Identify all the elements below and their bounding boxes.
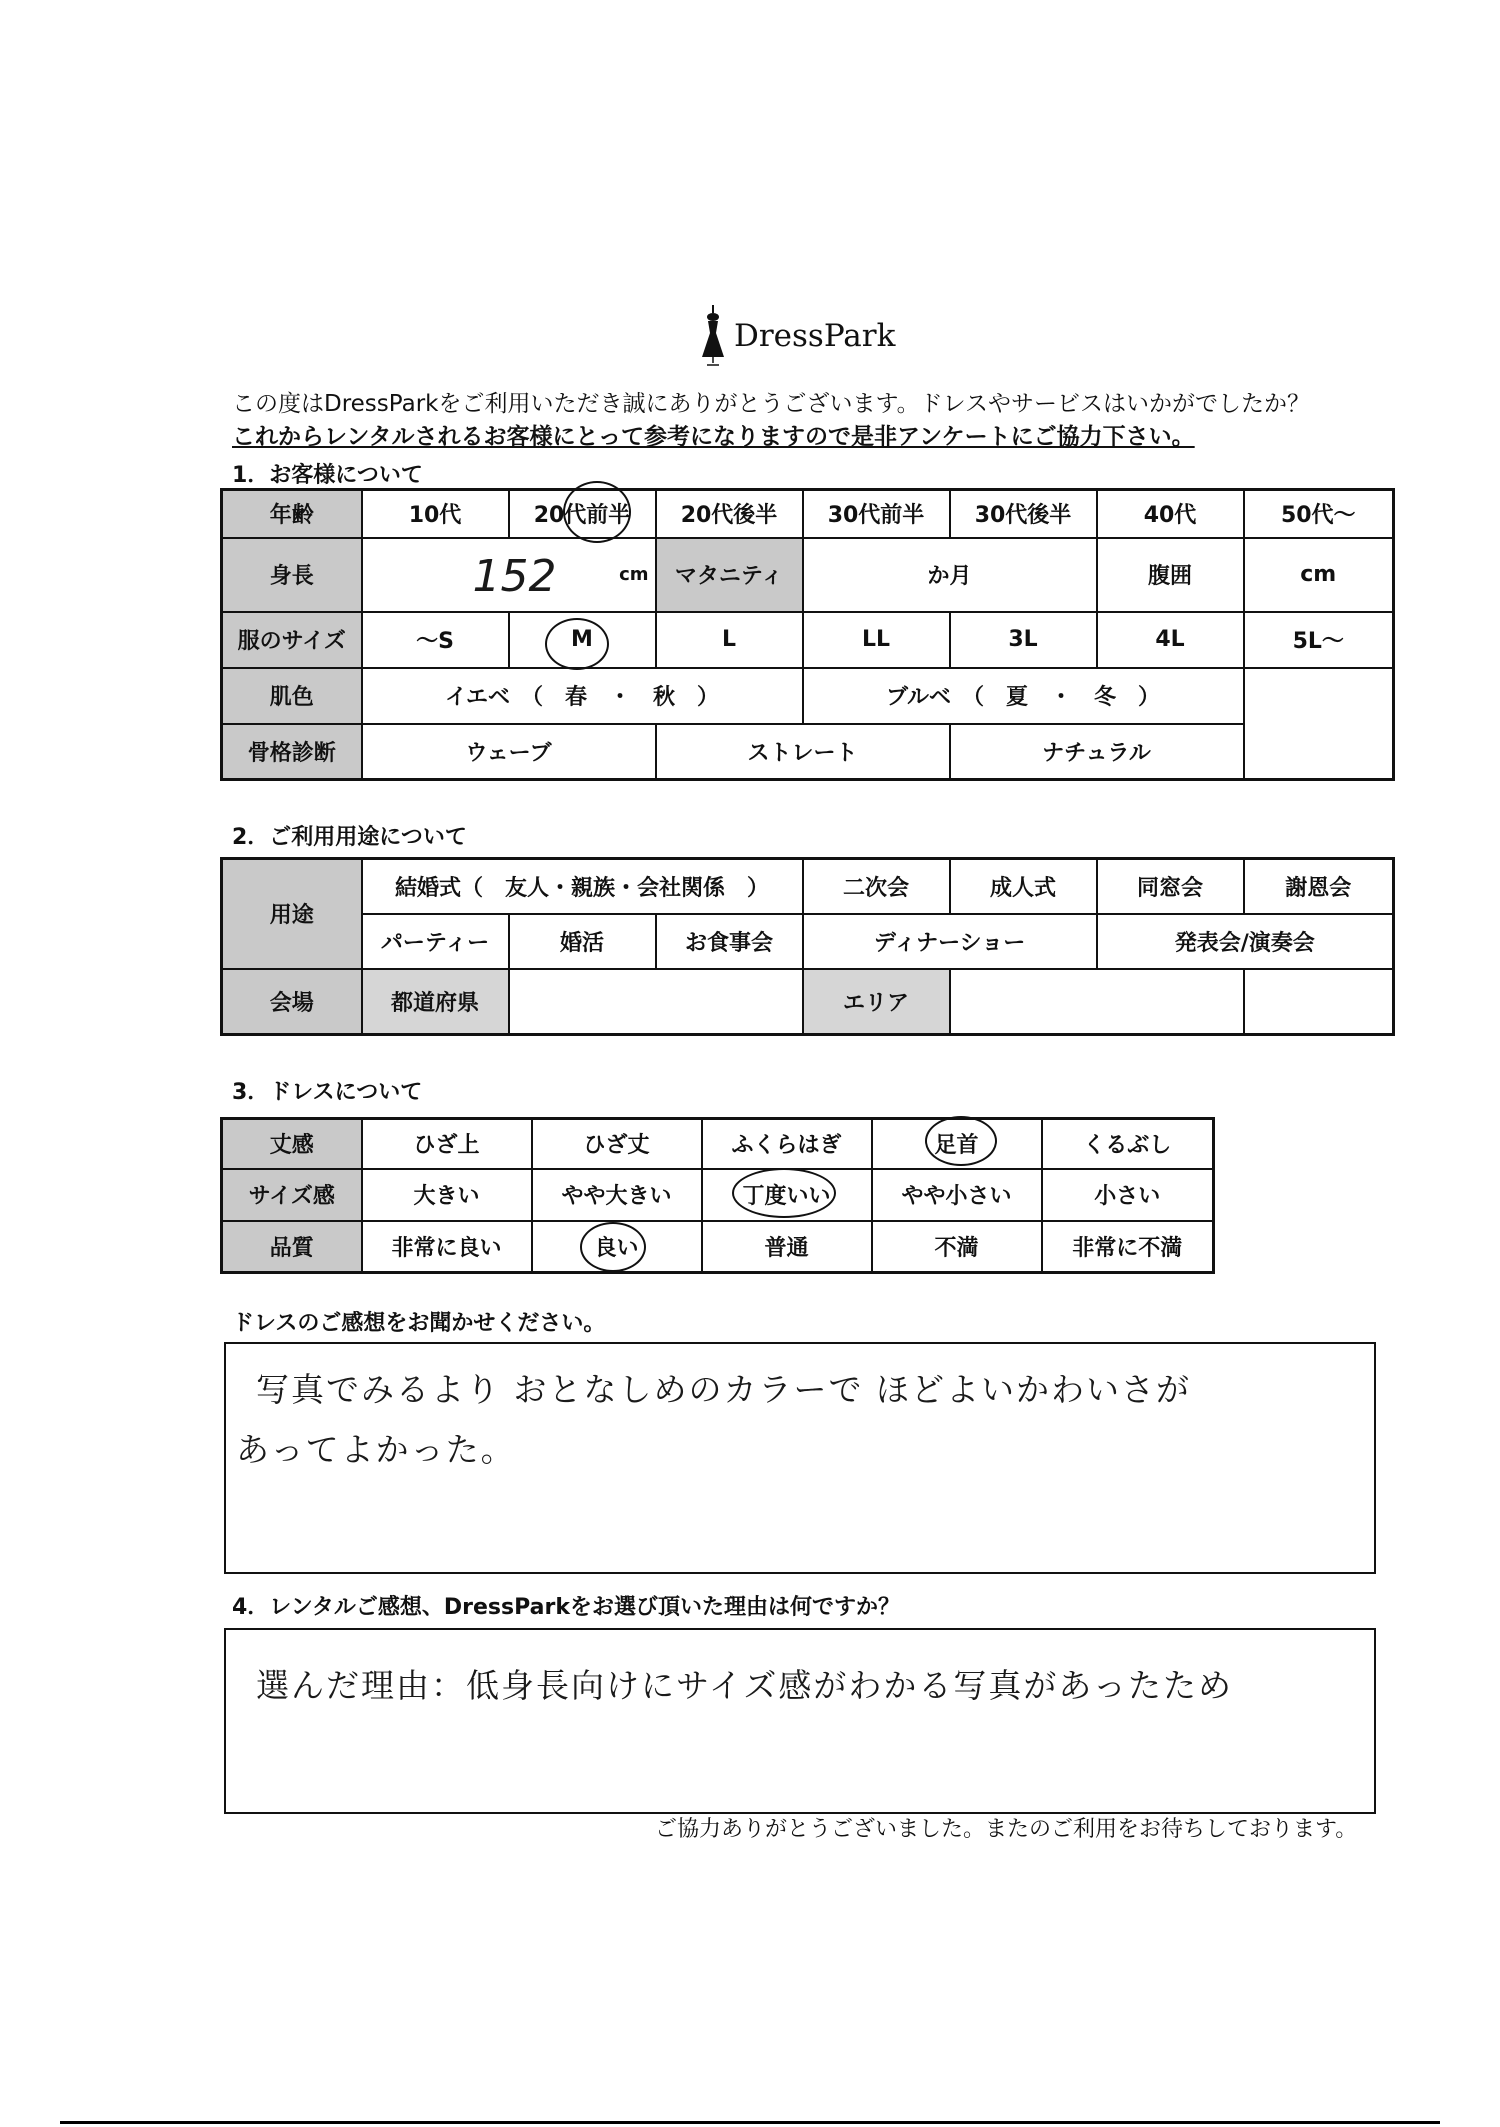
age-label: 年齢: [222, 490, 362, 538]
age-option[interactable]: 30代前半: [803, 490, 950, 538]
frame-option[interactable]: ストレート: [656, 724, 950, 780]
skin-blue-option[interactable]: ブルベ （ 夏 ・ 冬 ）: [803, 668, 1244, 724]
selection-circle-age: [563, 481, 631, 543]
fit-label: サイズ感: [222, 1169, 362, 1221]
reason-answer: 選んだ理由：低身長向けにサイズ感がわかる写真があったため: [256, 1666, 1234, 1705]
impression-line-2: あってよかった。: [236, 1430, 516, 1469]
usage-table: [220, 857, 1395, 1036]
size-option[interactable]: 5L～: [1244, 612, 1394, 668]
venue-label: 会場: [222, 969, 362, 1035]
intro-line-2: これからレンタルされるお客様にとって参考になりますので是非アンケートにご協力下さい。: [232, 424, 1195, 450]
maternity-label: マタニティ: [656, 538, 803, 612]
section-3-title: 3．ドレスについて: [232, 1080, 423, 1105]
quality-option[interactable]: 非常に良い: [362, 1221, 532, 1273]
selection-circle-quality: [580, 1222, 646, 1272]
dresspark-logo: [700, 305, 895, 367]
quality-option[interactable]: 普通: [702, 1221, 872, 1273]
waist-label: 腹囲: [1097, 538, 1244, 612]
skin-row: [222, 668, 1394, 724]
quality-option[interactable]: 不満: [872, 1221, 1042, 1273]
age-option[interactable]: 50代～: [1244, 490, 1394, 538]
section-2-title: 2．ご利用用途について: [232, 825, 467, 850]
fit-option[interactable]: 小さい: [1042, 1169, 1214, 1221]
fit-option[interactable]: 大きい: [362, 1169, 532, 1221]
selection-circle-size: [545, 618, 609, 670]
length-option[interactable]: ふくらはぎ: [702, 1119, 872, 1169]
brand-name: DressPark: [734, 318, 896, 354]
purpose-option[interactable]: 同窓会: [1097, 859, 1244, 914]
length-option[interactable]: くるぶし: [1042, 1119, 1214, 1169]
size-option[interactable]: 3L: [950, 612, 1097, 668]
dress-mannequin-icon: [700, 305, 726, 367]
size-option[interactable]: L: [656, 612, 803, 668]
quality-option[interactable]: 非常に不満: [1042, 1221, 1214, 1273]
size-option[interactable]: ～S: [362, 612, 509, 668]
height-label: 身長: [222, 538, 362, 612]
age-option[interactable]: 20代後半: [656, 490, 803, 538]
age-option-selected[interactable]: 20代前半: [509, 490, 656, 538]
customer-table: [220, 488, 1395, 781]
size-option[interactable]: LL: [803, 612, 950, 668]
length-option-selected[interactable]: 足首: [872, 1119, 1042, 1169]
fit-option-selected[interactable]: 丁度いい: [702, 1169, 872, 1221]
size-row: [222, 612, 1394, 668]
prefecture-field[interactable]: [509, 969, 803, 1035]
fit-option[interactable]: やや大きい: [532, 1169, 702, 1221]
footer-thanks: ご協力ありがとうございました。またのご利用をお待ちしております。: [655, 1817, 1358, 1842]
purpose-option[interactable]: ディナーショー: [803, 914, 1097, 969]
height-value: 152: [472, 550, 557, 602]
selection-circle-fit: [732, 1168, 836, 1218]
selection-circle-length: [925, 1116, 997, 1166]
length-option[interactable]: ひざ上: [362, 1119, 532, 1169]
fit-option[interactable]: やや小さい: [872, 1169, 1042, 1221]
purpose-option[interactable]: パーティー: [362, 914, 509, 969]
skin-yellow-option[interactable]: イエベ （ 春 ・ 秋 ）: [362, 668, 803, 724]
waist-unit[interactable]: cm: [1244, 538, 1394, 612]
maternity-months[interactable]: か月: [803, 538, 1097, 612]
size-label: 服のサイズ: [222, 612, 362, 668]
age-option[interactable]: 30代後半: [950, 490, 1097, 538]
size-option-selected[interactable]: M: [509, 612, 656, 668]
age-row: [222, 490, 1394, 538]
section-4-title: 4．レンタルご感想、DressParkをお選び頂いた理由は何ですか？: [232, 1595, 900, 1620]
purpose-option[interactable]: お食事会: [656, 914, 803, 969]
impression-line-1: 写真でみるより おとなしめのカラーで ほどよいかわいさが: [256, 1370, 1191, 1409]
purpose-option[interactable]: 謝恩会: [1244, 859, 1394, 914]
length-label: 丈感: [222, 1119, 362, 1169]
purpose-option[interactable]: 婚活: [509, 914, 656, 969]
height-row: [222, 538, 1394, 612]
purpose-label: 用途: [222, 859, 362, 969]
quality-option-selected[interactable]: 良い: [532, 1221, 702, 1273]
prefecture-label: 都道府県: [362, 969, 509, 1035]
purpose-option[interactable]: 結婚式（ 友人・親族・会社関係 ）: [362, 859, 803, 914]
age-option[interactable]: 10代: [362, 490, 509, 538]
frame-label: 骨格診断: [222, 724, 362, 780]
frame-option[interactable]: ナチュラル: [950, 724, 1244, 780]
frame-option[interactable]: ウェーブ: [362, 724, 656, 780]
age-option[interactable]: 40代: [1097, 490, 1244, 538]
size-option[interactable]: 4L: [1097, 612, 1244, 668]
purpose-option[interactable]: 二次会: [803, 859, 950, 914]
area-field[interactable]: [950, 969, 1244, 1035]
purpose-option[interactable]: 発表会/演奏会: [1097, 914, 1394, 969]
intro-line-1: この度はDressParkをご利用いただき誠にありがとうございます。ドレスやサービスはいかがでしたか？: [232, 391, 1310, 417]
length-option[interactable]: ひざ丈: [532, 1119, 702, 1169]
impression-box[interactable]: [224, 1342, 1376, 1574]
dress-table: [220, 1117, 1215, 1274]
impression-title: ドレスのご感想をお聞かせください。: [232, 1311, 606, 1336]
frame-row: [222, 724, 1394, 780]
section-1-title: 1．お客様について: [232, 463, 423, 488]
reason-box[interactable]: [224, 1628, 1376, 1814]
purpose-option[interactable]: 成人式: [950, 859, 1097, 914]
bottom-scan-edge: [60, 2121, 1440, 2124]
height-field[interactable]: [362, 538, 656, 612]
height-unit: cm: [619, 563, 649, 585]
area-label: エリア: [803, 969, 950, 1035]
quality-label: 品質: [222, 1221, 362, 1273]
skin-label: 肌色: [222, 668, 362, 724]
